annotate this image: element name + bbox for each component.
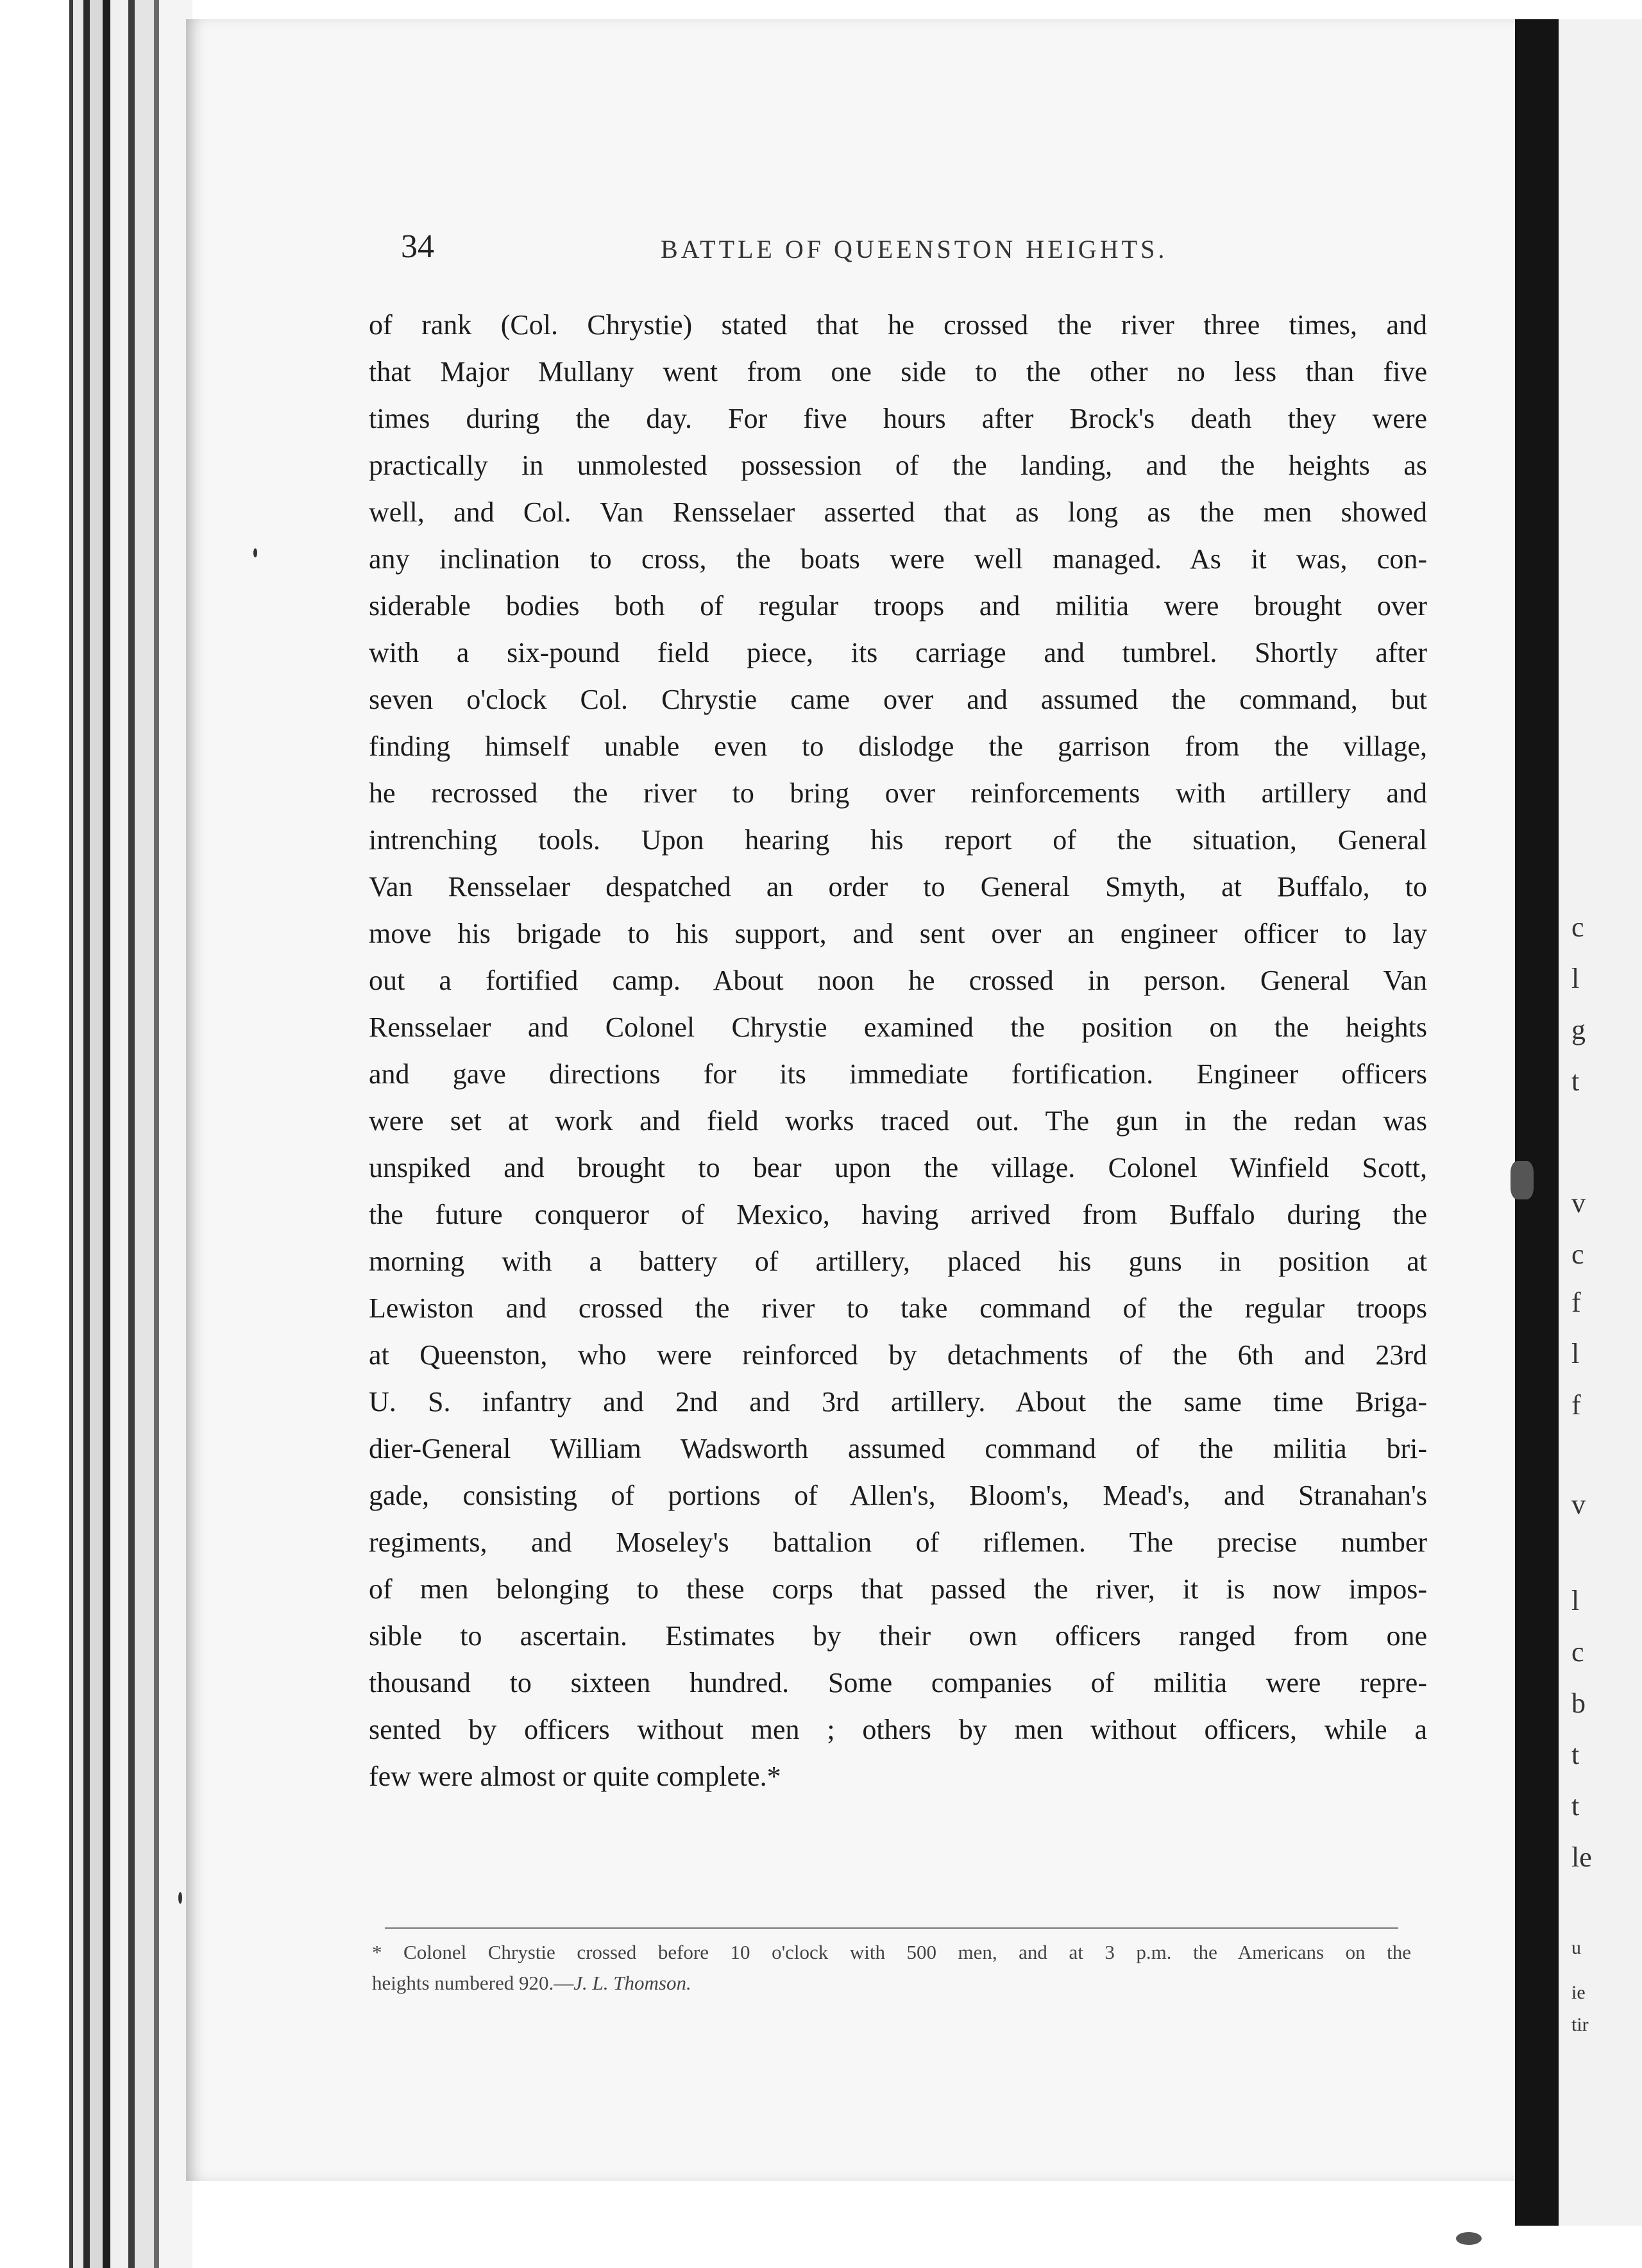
facing-page-fragment: b: [1571, 1688, 1586, 1719]
text-line: he recrossed the river to bring over reinforcements with artillery and: [369, 777, 1427, 809]
text-line: few were almost or quite complete.*: [369, 1761, 781, 1792]
facing-page-fragment: t: [1571, 1790, 1580, 1822]
scan-speck: [253, 548, 257, 557]
text-line: dier-General William Wadsworth assumed command of the militia bri-: [369, 1433, 1427, 1464]
text-line: out a fortified camp. About noon he crossed in person. General Van: [369, 965, 1427, 996]
text-line: finding himself unable even to dislodge the garrison from the village,: [369, 731, 1427, 762]
facing-page-fragment: l: [1571, 1585, 1580, 1616]
scan-speck: [1456, 2232, 1482, 2245]
text-line: move his brigade to his support, and sent over an engineer officer to lay: [369, 918, 1427, 949]
facing-page-fragment: f: [1571, 1389, 1581, 1421]
text-line: Lewiston and crossed the river to take command of the regular troops: [369, 1292, 1427, 1324]
body-text: [369, 301, 1427, 1800]
facing-page-fragment: c: [1571, 1636, 1584, 1668]
footnote: [372, 1937, 1411, 1999]
text-line: gade, consisting of portions of Allen's, Bloom's, Mead's, and Stranahan's: [369, 1480, 1427, 1511]
facing-page-fragment: g: [1571, 1014, 1586, 1045]
facing-page-fragment: v: [1571, 1187, 1586, 1219]
text-line: U. S. infantry and 2nd and 3rd artillery. About the same time Briga-: [369, 1386, 1427, 1418]
text-line: that Major Mullany went from one side to the other no less than five: [369, 356, 1427, 387]
footnote-text: heights numbered 920.—: [372, 1972, 574, 1994]
book-gutter: [1515, 19, 1559, 2226]
footnote-line: [372, 1968, 1411, 1999]
facing-page-edge: [1559, 19, 1642, 2226]
book-page-edges: [64, 0, 192, 2268]
scan-speck: [1511, 1161, 1534, 1199]
facing-page-fragment: f: [1571, 1287, 1581, 1318]
page-number: 34: [401, 228, 434, 265]
scan-speck: [178, 1892, 182, 1904]
footnote-divider: [385, 1927, 1398, 1929]
facing-page-fragment: t: [1571, 1739, 1580, 1770]
text-line: of rank (Col. Chrystie) stated that he crossed the river three times, and: [369, 309, 1427, 341]
text-line: times during the day. For five hours after Brock's death they were: [369, 403, 1427, 434]
text-line: were set at work and field works traced out. The gun in the redan was: [369, 1105, 1427, 1137]
text-line: seven o'clock Col. Chrystie came over and assumed the command, but: [369, 684, 1427, 715]
footnote-author: J. L. Thomson.: [573, 1972, 691, 1994]
text-line: unspiked and brought to bear upon the village. Colonel Winfield Scott,: [369, 1152, 1427, 1183]
text-line: practically in unmolested possession of the landing, and the heights as: [369, 450, 1427, 481]
page-header: [401, 228, 1312, 279]
text-line: at Queenston, who were reinforced by detachments of the 6th and 23rd: [369, 1339, 1427, 1371]
text-line: sible to ascertain. Estimates by their own officers ranged from one: [369, 1620, 1427, 1652]
facing-page-fragment: ie: [1571, 1982, 1586, 2003]
text-line: intrenching tools. Upon hearing his report of the situation, General: [369, 824, 1427, 856]
footnote-line: * Colonel Chrystie crossed before 10 o'clock with 500 men, and at 3 p.m. the Americans on the: [372, 1941, 1411, 1963]
text-line: with a six-pound field piece, its carriage and tumbrel. Shortly after: [369, 637, 1427, 668]
facing-page-fragment: c: [1571, 911, 1584, 943]
text-line: morning with a battery of artillery, placed his guns in position at: [369, 1246, 1427, 1277]
text-line: siderable bodies both of regular troops and militia were brought over: [369, 590, 1427, 622]
text-line: of men belonging to these corps that passed the river, it is now impos-: [369, 1573, 1427, 1605]
text-line: well, and Col. Van Rensselaer asserted that as long as the men showed: [369, 496, 1427, 528]
text-line: and gave directions for its immediate fortification. Engineer officers: [369, 1058, 1427, 1090]
facing-page-fragment: u: [1571, 1937, 1581, 1958]
facing-page-fragment: tir: [1571, 2014, 1589, 2035]
facing-page-fragment: l: [1571, 963, 1580, 994]
facing-page-fragment: le: [1571, 1841, 1592, 1873]
facing-page-fragment: t: [1571, 1065, 1580, 1097]
text-line: Van Rensselaer despatched an order to General Smyth, at Buffalo, to: [369, 871, 1427, 902]
text-line: regiments, and Moseley's battalion of riflemen. The precise number: [369, 1527, 1427, 1558]
text-line: the future conqueror of Mexico, having arrived from Buffalo during the: [369, 1199, 1427, 1230]
text-line: any inclination to cross, the boats were well managed. As it was, con-: [369, 543, 1427, 575]
text-line: Rensselaer and Colonel Chrystie examined the position on the heights: [369, 1011, 1427, 1043]
text-line: thousand to sixteen hundred. Some companies of militia were repre-: [369, 1667, 1427, 1698]
text-line: sented by officers without men ; others by men without officers, while a: [369, 1714, 1427, 1745]
facing-page-fragment: v: [1571, 1489, 1586, 1520]
running-title: BATTLE OF QUEENSTON HEIGHTS.: [661, 235, 1168, 264]
facing-page-fragment: c: [1571, 1239, 1584, 1270]
facing-page-fragment: l: [1571, 1338, 1580, 1369]
